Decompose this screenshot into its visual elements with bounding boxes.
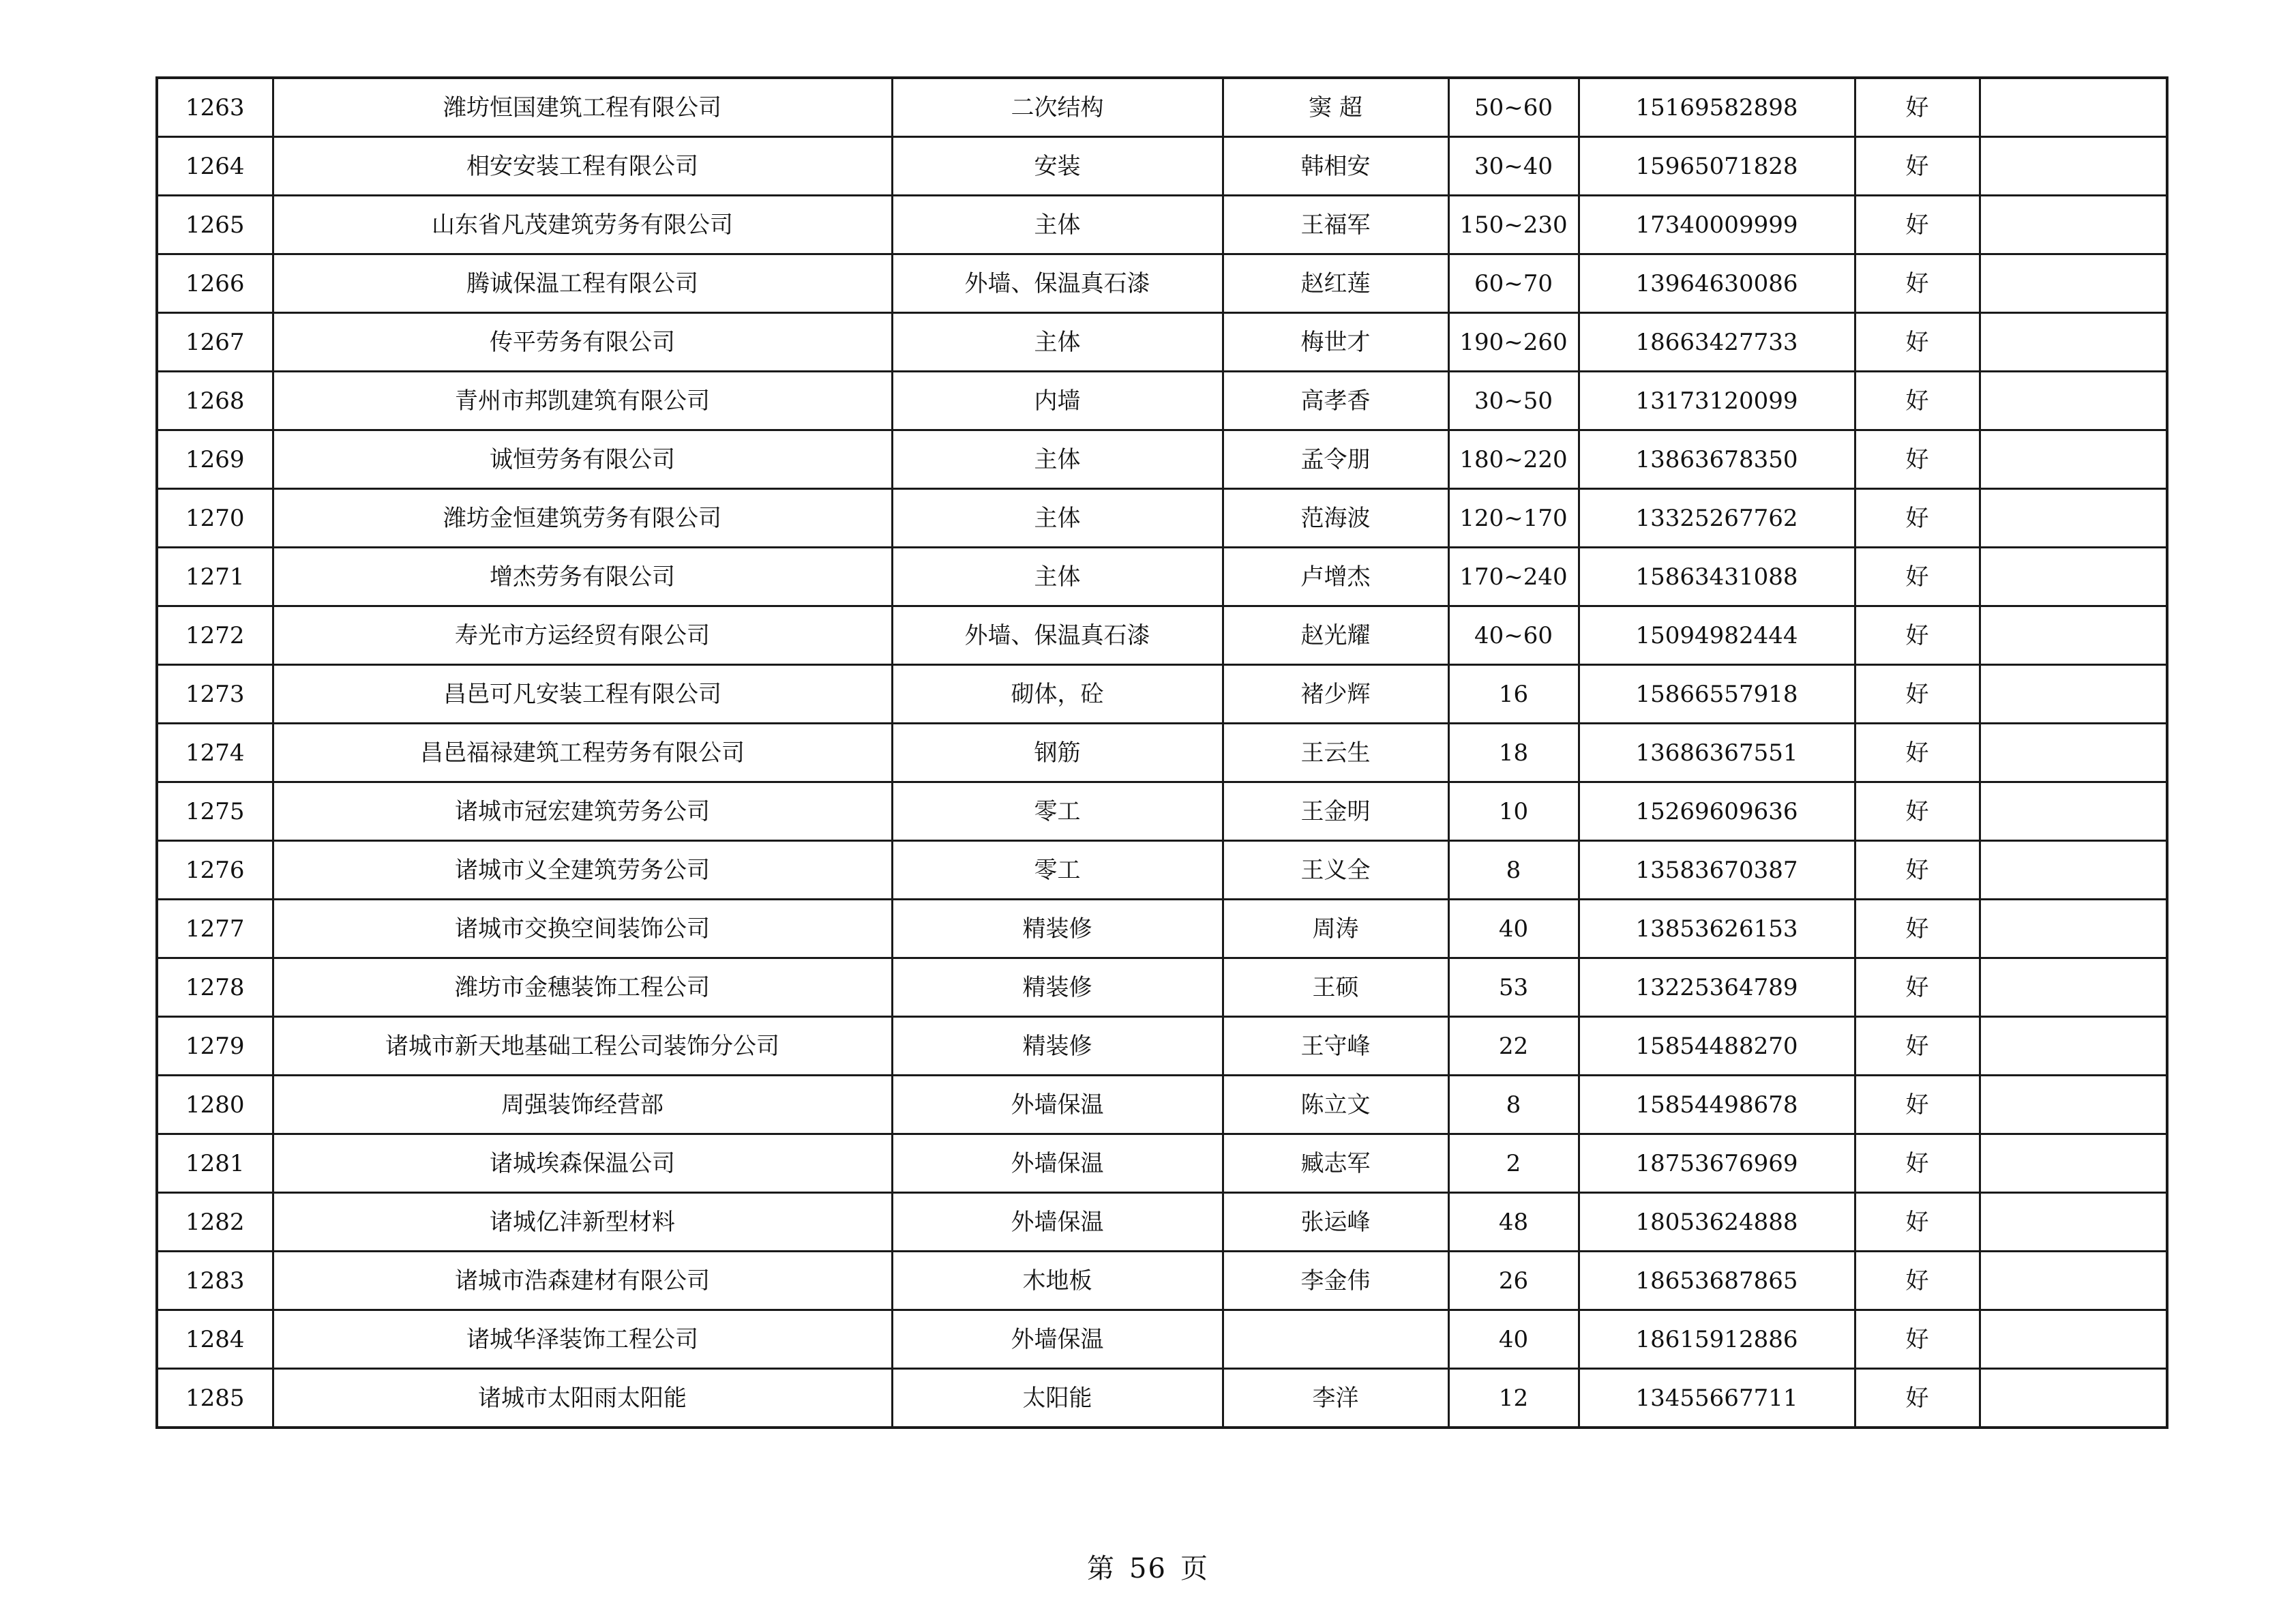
table-row bbox=[157, 196, 2167, 254]
cell-index: 1277 bbox=[157, 900, 273, 958]
cell-company: 昌邑福禄建筑工程劳务有限公司 bbox=[273, 724, 892, 782]
cell-remarks bbox=[1980, 489, 2167, 548]
cell-company: 青州市邦凯建筑有限公司 bbox=[273, 372, 892, 430]
cell-contact: 王守峰 bbox=[1223, 1017, 1448, 1076]
cell-index: 1280 bbox=[157, 1076, 273, 1134]
cell-rating: 好 bbox=[1855, 606, 1980, 665]
cell-headcount: 16 bbox=[1448, 665, 1579, 724]
cell-company: 诸城市冠宏建筑劳务公司 bbox=[273, 782, 892, 841]
cell-company: 潍坊恒国建筑工程有限公司 bbox=[273, 78, 892, 137]
cell-headcount: 26 bbox=[1448, 1252, 1579, 1310]
cell-headcount: 10 bbox=[1448, 782, 1579, 841]
cell-remarks bbox=[1980, 1193, 2167, 1252]
cell-remarks bbox=[1980, 137, 2167, 196]
cell-work-type: 主体 bbox=[892, 196, 1223, 254]
cell-phone: 13583670387 bbox=[1579, 841, 1855, 900]
cell-index: 1285 bbox=[157, 1369, 273, 1428]
cell-work-type: 零工 bbox=[892, 782, 1223, 841]
cell-remarks bbox=[1980, 1017, 2167, 1076]
cell-phone: 18663427733 bbox=[1579, 313, 1855, 372]
cell-index: 1270 bbox=[157, 489, 273, 548]
cell-headcount: 40 bbox=[1448, 900, 1579, 958]
cell-remarks bbox=[1980, 900, 2167, 958]
cell-phone: 13225364789 bbox=[1579, 958, 1855, 1017]
cell-company: 诸城市新天地基础工程公司装饰分公司 bbox=[273, 1017, 892, 1076]
table-row bbox=[157, 665, 2167, 724]
cell-rating: 好 bbox=[1855, 548, 1980, 606]
cell-company: 诚恒劳务有限公司 bbox=[273, 430, 892, 489]
cell-headcount: 48 bbox=[1448, 1193, 1579, 1252]
cell-remarks bbox=[1980, 1134, 2167, 1193]
cell-contact: 臧志军 bbox=[1223, 1134, 1448, 1193]
table-row bbox=[157, 841, 2167, 900]
cell-work-type: 二次结构 bbox=[892, 78, 1223, 137]
cell-phone: 18653687865 bbox=[1579, 1252, 1855, 1310]
table-row bbox=[157, 1193, 2167, 1252]
cell-phone: 15169582898 bbox=[1579, 78, 1855, 137]
cell-phone: 13173120099 bbox=[1579, 372, 1855, 430]
cell-work-type: 安装 bbox=[892, 137, 1223, 196]
cell-phone: 15965071828 bbox=[1579, 137, 1855, 196]
table-row bbox=[157, 489, 2167, 548]
cell-headcount: 12 bbox=[1448, 1369, 1579, 1428]
cell-contact: 高孝香 bbox=[1223, 372, 1448, 430]
cell-work-type: 外墙保温 bbox=[892, 1310, 1223, 1369]
cell-remarks bbox=[1980, 782, 2167, 841]
table-row bbox=[157, 782, 2167, 841]
cell-contact: 孟令朋 bbox=[1223, 430, 1448, 489]
table-row bbox=[157, 372, 2167, 430]
cell-index: 1271 bbox=[157, 548, 273, 606]
cell-rating: 好 bbox=[1855, 430, 1980, 489]
cell-phone: 18753676969 bbox=[1579, 1134, 1855, 1193]
cell-headcount: 40 bbox=[1448, 1310, 1579, 1369]
cell-headcount: 8 bbox=[1448, 841, 1579, 900]
cell-work-type: 精装修 bbox=[892, 1017, 1223, 1076]
page-footer bbox=[0, 1547, 2296, 1586]
cell-rating: 好 bbox=[1855, 196, 1980, 254]
cell-work-type: 外墙、保温真石漆 bbox=[892, 254, 1223, 313]
cell-headcount: 150~230 bbox=[1448, 196, 1579, 254]
cell-headcount: 30~40 bbox=[1448, 137, 1579, 196]
cell-company: 昌邑可凡安装工程有限公司 bbox=[273, 665, 892, 724]
table-row bbox=[157, 254, 2167, 313]
cell-headcount: 2 bbox=[1448, 1134, 1579, 1193]
cell-headcount: 40~60 bbox=[1448, 606, 1579, 665]
cell-rating: 好 bbox=[1855, 900, 1980, 958]
cell-contact: 窦 超 bbox=[1223, 78, 1448, 137]
cell-headcount: 190~260 bbox=[1448, 313, 1579, 372]
cell-remarks bbox=[1980, 841, 2167, 900]
cell-phone: 15863431088 bbox=[1579, 548, 1855, 606]
cell-contact: 赵光耀 bbox=[1223, 606, 1448, 665]
cell-company: 相安安装工程有限公司 bbox=[273, 137, 892, 196]
cell-rating: 好 bbox=[1855, 1252, 1980, 1310]
cell-headcount: 120~170 bbox=[1448, 489, 1579, 548]
cell-remarks bbox=[1980, 313, 2167, 372]
cell-headcount: 53 bbox=[1448, 958, 1579, 1017]
cell-company: 诸城市太阳雨太阳能 bbox=[273, 1369, 892, 1428]
cell-phone: 15866557918 bbox=[1579, 665, 1855, 724]
table-row bbox=[157, 1369, 2167, 1428]
cell-work-type: 精装修 bbox=[892, 958, 1223, 1017]
cell-remarks bbox=[1980, 724, 2167, 782]
cell-contact bbox=[1223, 1310, 1448, 1369]
cell-company: 诸城市浩森建材有限公司 bbox=[273, 1252, 892, 1310]
cell-rating: 好 bbox=[1855, 1193, 1980, 1252]
cell-phone: 15094982444 bbox=[1579, 606, 1855, 665]
cell-index: 1263 bbox=[157, 78, 273, 137]
cell-contact: 陈立文 bbox=[1223, 1076, 1448, 1134]
table-row bbox=[157, 1017, 2167, 1076]
cell-work-type: 主体 bbox=[892, 430, 1223, 489]
cell-rating: 好 bbox=[1855, 1310, 1980, 1369]
cell-rating: 好 bbox=[1855, 137, 1980, 196]
cell-rating: 好 bbox=[1855, 1017, 1980, 1076]
cell-contact: 王福军 bbox=[1223, 196, 1448, 254]
cell-contact: 王硕 bbox=[1223, 958, 1448, 1017]
table-row bbox=[157, 137, 2167, 196]
cell-company: 潍坊市金穗装饰工程公司 bbox=[273, 958, 892, 1017]
cell-phone: 15854498678 bbox=[1579, 1076, 1855, 1134]
cell-remarks bbox=[1980, 196, 2167, 254]
cell-index: 1266 bbox=[157, 254, 273, 313]
cell-index: 1281 bbox=[157, 1134, 273, 1193]
page-prefix: 第 bbox=[1087, 1553, 1116, 1584]
cell-remarks bbox=[1980, 430, 2167, 489]
cell-company: 诸城华泽装饰工程公司 bbox=[273, 1310, 892, 1369]
cell-rating: 好 bbox=[1855, 724, 1980, 782]
cell-index: 1283 bbox=[157, 1252, 273, 1310]
cell-contact: 梅世才 bbox=[1223, 313, 1448, 372]
cell-headcount: 30~50 bbox=[1448, 372, 1579, 430]
cell-remarks bbox=[1980, 1369, 2167, 1428]
cell-index: 1272 bbox=[157, 606, 273, 665]
table-row bbox=[157, 1134, 2167, 1193]
cell-contact: 王云生 bbox=[1223, 724, 1448, 782]
cell-remarks bbox=[1980, 372, 2167, 430]
cell-rating: 好 bbox=[1855, 958, 1980, 1017]
cell-index: 1274 bbox=[157, 724, 273, 782]
cell-contact: 韩相安 bbox=[1223, 137, 1448, 196]
cell-index: 1269 bbox=[157, 430, 273, 489]
cell-company: 腾诚保温工程有限公司 bbox=[273, 254, 892, 313]
cell-index: 1265 bbox=[157, 196, 273, 254]
table-row bbox=[157, 548, 2167, 606]
cell-headcount: 22 bbox=[1448, 1017, 1579, 1076]
table-row bbox=[157, 724, 2167, 782]
cell-company: 潍坊金恒建筑劳务有限公司 bbox=[273, 489, 892, 548]
cell-contact: 李金伟 bbox=[1223, 1252, 1448, 1310]
cell-phone: 13863678350 bbox=[1579, 430, 1855, 489]
cell-contact: 赵红莲 bbox=[1223, 254, 1448, 313]
table-row bbox=[157, 1310, 2167, 1369]
cell-headcount: 180~220 bbox=[1448, 430, 1579, 489]
cell-phone: 13455667711 bbox=[1579, 1369, 1855, 1428]
cell-headcount: 170~240 bbox=[1448, 548, 1579, 606]
cell-rating: 好 bbox=[1855, 313, 1980, 372]
cell-index: 1284 bbox=[157, 1310, 273, 1369]
cell-rating: 好 bbox=[1855, 489, 1980, 548]
cell-rating: 好 bbox=[1855, 78, 1980, 137]
table-row bbox=[157, 900, 2167, 958]
cell-company: 诸城埃森保温公司 bbox=[273, 1134, 892, 1193]
cell-contact: 王金明 bbox=[1223, 782, 1448, 841]
cell-index: 1275 bbox=[157, 782, 273, 841]
cell-index: 1279 bbox=[157, 1017, 273, 1076]
cell-rating: 好 bbox=[1855, 665, 1980, 724]
cell-company: 诸城亿沣新型材料 bbox=[273, 1193, 892, 1252]
cell-index: 1276 bbox=[157, 841, 273, 900]
cell-index: 1282 bbox=[157, 1193, 273, 1252]
cell-index: 1273 bbox=[157, 665, 273, 724]
cell-work-type: 外墙保温 bbox=[892, 1134, 1223, 1193]
cell-rating: 好 bbox=[1855, 1134, 1980, 1193]
cell-contact: 王义全 bbox=[1223, 841, 1448, 900]
cell-headcount: 50~60 bbox=[1448, 78, 1579, 137]
cell-contact: 周涛 bbox=[1223, 900, 1448, 958]
table-body bbox=[157, 78, 2167, 1428]
cell-work-type: 内墙 bbox=[892, 372, 1223, 430]
cell-rating: 好 bbox=[1855, 841, 1980, 900]
cell-index: 1264 bbox=[157, 137, 273, 196]
cell-headcount: 60~70 bbox=[1448, 254, 1579, 313]
cell-remarks bbox=[1980, 254, 2167, 313]
cell-company: 山东省凡茂建筑劳务有限公司 bbox=[273, 196, 892, 254]
cell-contact: 褚少辉 bbox=[1223, 665, 1448, 724]
table-row bbox=[157, 313, 2167, 372]
cell-company: 传平劳务有限公司 bbox=[273, 313, 892, 372]
cell-phone: 13686367551 bbox=[1579, 724, 1855, 782]
table-row bbox=[157, 1252, 2167, 1310]
cell-work-type: 主体 bbox=[892, 548, 1223, 606]
cell-phone: 15269609636 bbox=[1579, 782, 1855, 841]
cell-remarks bbox=[1980, 665, 2167, 724]
cell-rating: 好 bbox=[1855, 782, 1980, 841]
cell-remarks bbox=[1980, 78, 2167, 137]
cell-work-type: 外墙保温 bbox=[892, 1076, 1223, 1134]
table-row bbox=[157, 958, 2167, 1017]
cell-work-type: 木地板 bbox=[892, 1252, 1223, 1310]
cell-work-type: 钢筋 bbox=[892, 724, 1223, 782]
cell-remarks bbox=[1980, 548, 2167, 606]
cell-remarks bbox=[1980, 958, 2167, 1017]
cell-work-type: 主体 bbox=[892, 313, 1223, 372]
cell-index: 1278 bbox=[157, 958, 273, 1017]
cell-work-type: 零工 bbox=[892, 841, 1223, 900]
cell-contact: 张运峰 bbox=[1223, 1193, 1448, 1252]
company-table bbox=[155, 76, 2168, 1429]
cell-remarks bbox=[1980, 1310, 2167, 1369]
cell-company: 周强装饰经营部 bbox=[273, 1076, 892, 1134]
cell-work-type: 太阳能 bbox=[892, 1369, 1223, 1428]
cell-phone: 15854488270 bbox=[1579, 1017, 1855, 1076]
cell-phone: 18053624888 bbox=[1579, 1193, 1855, 1252]
cell-index: 1267 bbox=[157, 313, 273, 372]
page-number: 56 bbox=[1129, 1553, 1167, 1584]
cell-remarks bbox=[1980, 606, 2167, 665]
cell-company: 寿光市方运经贸有限公司 bbox=[273, 606, 892, 665]
cell-contact: 范海波 bbox=[1223, 489, 1448, 548]
page-suffix: 页 bbox=[1180, 1553, 1209, 1584]
table-row bbox=[157, 1076, 2167, 1134]
cell-headcount: 18 bbox=[1448, 724, 1579, 782]
table-row bbox=[157, 78, 2167, 137]
cell-phone: 13325267762 bbox=[1579, 489, 1855, 548]
cell-phone: 17340009999 bbox=[1579, 196, 1855, 254]
cell-company: 诸城市交换空间装饰公司 bbox=[273, 900, 892, 958]
cell-contact: 卢增杰 bbox=[1223, 548, 1448, 606]
cell-contact: 李洋 bbox=[1223, 1369, 1448, 1428]
cell-rating: 好 bbox=[1855, 372, 1980, 430]
cell-remarks bbox=[1980, 1252, 2167, 1310]
table-row bbox=[157, 430, 2167, 489]
cell-phone: 18615912886 bbox=[1579, 1310, 1855, 1369]
cell-remarks bbox=[1980, 1076, 2167, 1134]
cell-rating: 好 bbox=[1855, 254, 1980, 313]
cell-work-type: 外墙保温 bbox=[892, 1193, 1223, 1252]
cell-phone: 13853626153 bbox=[1579, 900, 1855, 958]
cell-rating: 好 bbox=[1855, 1076, 1980, 1134]
cell-work-type: 主体 bbox=[892, 489, 1223, 548]
cell-company: 增杰劳务有限公司 bbox=[273, 548, 892, 606]
cell-phone: 13964630086 bbox=[1579, 254, 1855, 313]
table-row bbox=[157, 606, 2167, 665]
cell-work-type: 砌体，砼 bbox=[892, 665, 1223, 724]
cell-company: 诸城市义全建筑劳务公司 bbox=[273, 841, 892, 900]
cell-work-type: 精装修 bbox=[892, 900, 1223, 958]
cell-headcount: 8 bbox=[1448, 1076, 1579, 1134]
cell-rating: 好 bbox=[1855, 1369, 1980, 1428]
cell-work-type: 外墙、保温真石漆 bbox=[892, 606, 1223, 665]
cell-index: 1268 bbox=[157, 372, 273, 430]
